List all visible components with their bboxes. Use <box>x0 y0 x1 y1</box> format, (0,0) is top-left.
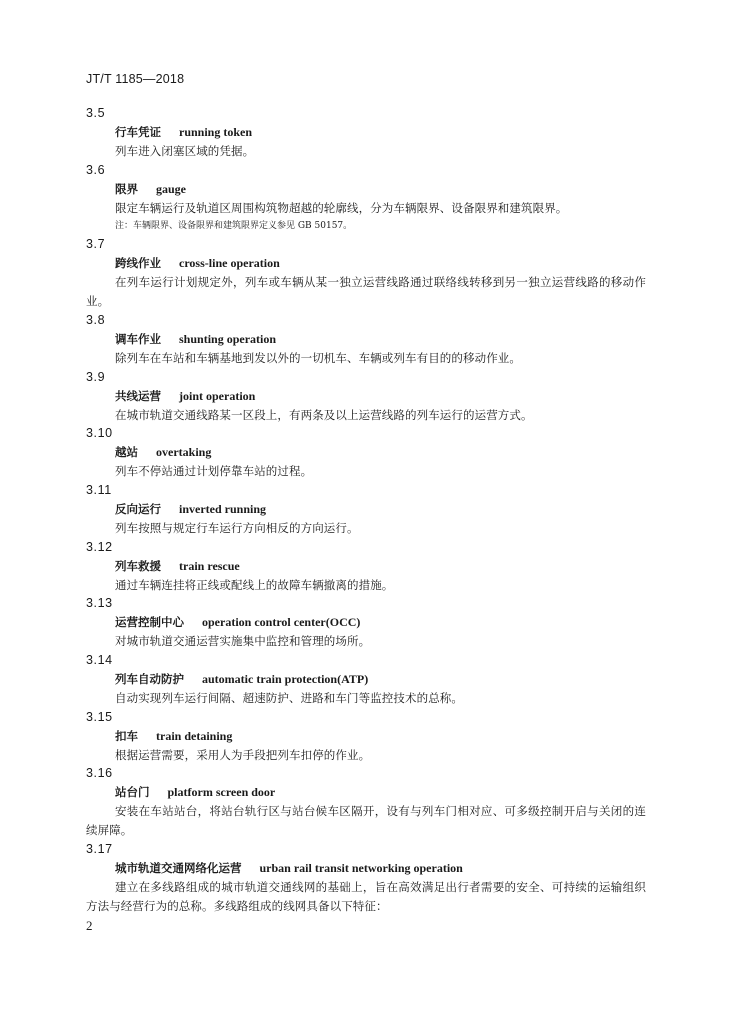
clause-number: 3.15 <box>86 709 113 724</box>
term-heading <box>86 727 646 746</box>
clause-number: 3.11 <box>86 482 112 497</box>
term-chinese: 列车自动防护 <box>115 672 184 687</box>
term-entry <box>86 311 646 368</box>
term-heading <box>86 123 646 142</box>
clause-number: 3.17 <box>86 841 113 856</box>
term-definition: 列车进入闭塞区域的凭据。 <box>115 144 255 158</box>
term-definition: 列车按照与规定行车运行方向相反的方向运行。 <box>115 520 359 535</box>
term-entry <box>86 481 646 538</box>
term-definition: 通过车辆连挂将正线或配线上的故障车辆撤离的措施。 <box>115 577 394 592</box>
term-english: gauge <box>156 181 186 196</box>
term-english: running token <box>179 125 253 139</box>
term-english: platform screen door <box>167 785 276 800</box>
terms-definitions-list <box>86 104 646 915</box>
page-number: 2 <box>86 918 93 933</box>
term-entry <box>86 594 646 651</box>
term-heading <box>86 387 646 406</box>
term-english: train detaining <box>156 728 233 743</box>
term-chinese: 运营控制中心 <box>115 615 184 630</box>
term-definition: 除列车在车站和车辆基地到发以外的一切机车、车辆或列车有目的的移动作业。 <box>115 350 521 365</box>
term-chinese: 跨线作业 <box>115 256 161 271</box>
term-heading <box>86 783 646 802</box>
clause-number: 3.13 <box>86 596 113 611</box>
term-definition: 建立在多线路组成的城市轨道交通线网的基础上，旨在高效满足出行者需要的安全、可持续的运输组织方法与经营行为的总称。多线路组成的线网具备以下特征： <box>86 879 646 913</box>
term-english: overtaking <box>156 445 212 460</box>
term-note: 注：车辆限界、设备限界和建筑限界定义参见 GB 50157。 <box>115 221 353 232</box>
term-chinese: 扣车 <box>115 728 138 743</box>
term-entry <box>86 235 646 310</box>
term-entry <box>86 538 646 595</box>
term-english: operation control center(OCC) <box>202 615 361 630</box>
term-english: cross-line operation <box>179 256 280 271</box>
clause-number: 3.16 <box>86 766 113 781</box>
term-chinese: 城市轨道交通网络化运营 <box>115 860 242 875</box>
term-definition: 安装在车站站台，将站台轨行区与站台候车区隔开，设有与列车门相对应、可多级控制开启与关闭的连续屏障。 <box>86 804 646 838</box>
term-chinese: 越站 <box>115 445 138 460</box>
term-english: inverted running <box>179 501 267 516</box>
clause-number: 3.14 <box>86 653 113 668</box>
term-english: urban rail transit networking operation <box>259 860 463 875</box>
clause-number: 3.10 <box>86 426 113 441</box>
term-english: automatic train protection(ATP) <box>202 672 369 687</box>
term-entry <box>86 368 646 425</box>
standard-code-header: JT/T 1185—2018 <box>86 72 185 86</box>
term-heading <box>86 557 646 576</box>
term-chinese: 行车凭证 <box>115 125 161 139</box>
term-heading <box>86 254 646 273</box>
term-definition: 列车不停站通过计划停靠车站的过程。 <box>115 464 313 479</box>
clause-number: 3.12 <box>86 539 113 554</box>
term-definition: 根据运营需要，采用人为手段把列车扣停的作业。 <box>115 747 371 762</box>
term-definition: 在列车运行计划规定外，列车或车辆从某一独立运营线路通过联络线转移到另一独立运营线路的移动作业。 <box>86 275 646 309</box>
term-heading <box>86 613 646 632</box>
clause-number: 3.9 <box>86 369 106 384</box>
term-heading <box>86 500 646 519</box>
clause-number: 3.6 <box>86 162 106 177</box>
term-entry <box>86 708 646 765</box>
clause-number: 3.8 <box>86 312 106 327</box>
term-chinese: 调车作业 <box>115 331 161 346</box>
term-english: train rescue <box>179 558 240 573</box>
term-definition: 在城市轨道交通线路某一区段上，有两条及以上运营线路的列车运行的运营方式。 <box>115 407 533 422</box>
term-chinese: 站台门 <box>115 785 150 800</box>
term-heading <box>86 180 646 199</box>
term-definition: 对城市轨道交通运营实施集中监控和管理的场所。 <box>115 634 371 649</box>
term-entry <box>86 764 646 839</box>
term-heading <box>86 330 646 349</box>
term-heading <box>86 443 646 462</box>
term-english: joint operation <box>179 388 256 403</box>
term-definition: 限定车辆运行及轨道区周围构筑物超越的轮廓线，分为车辆限界、设备限界和建筑限界。 <box>115 200 568 215</box>
term-chinese: 反向运行 <box>115 501 161 516</box>
term-entry <box>86 424 646 481</box>
clause-number: 3.7 <box>86 237 106 252</box>
term-chinese: 列车救援 <box>115 558 161 573</box>
term-chinese: 限界 <box>115 181 138 196</box>
term-entry <box>86 104 646 161</box>
term-definition: 自动实现列车运行间隔、超速防护、进路和车门等监控技术的总称。 <box>115 691 463 706</box>
term-heading <box>86 670 646 689</box>
term-english: shunting operation <box>179 331 277 346</box>
clause-number: 3.5 <box>86 106 106 120</box>
term-entry <box>86 651 646 708</box>
term-heading <box>86 859 646 878</box>
term-entry <box>86 840 646 915</box>
term-chinese: 共线运营 <box>115 388 161 403</box>
term-entry <box>86 161 646 236</box>
